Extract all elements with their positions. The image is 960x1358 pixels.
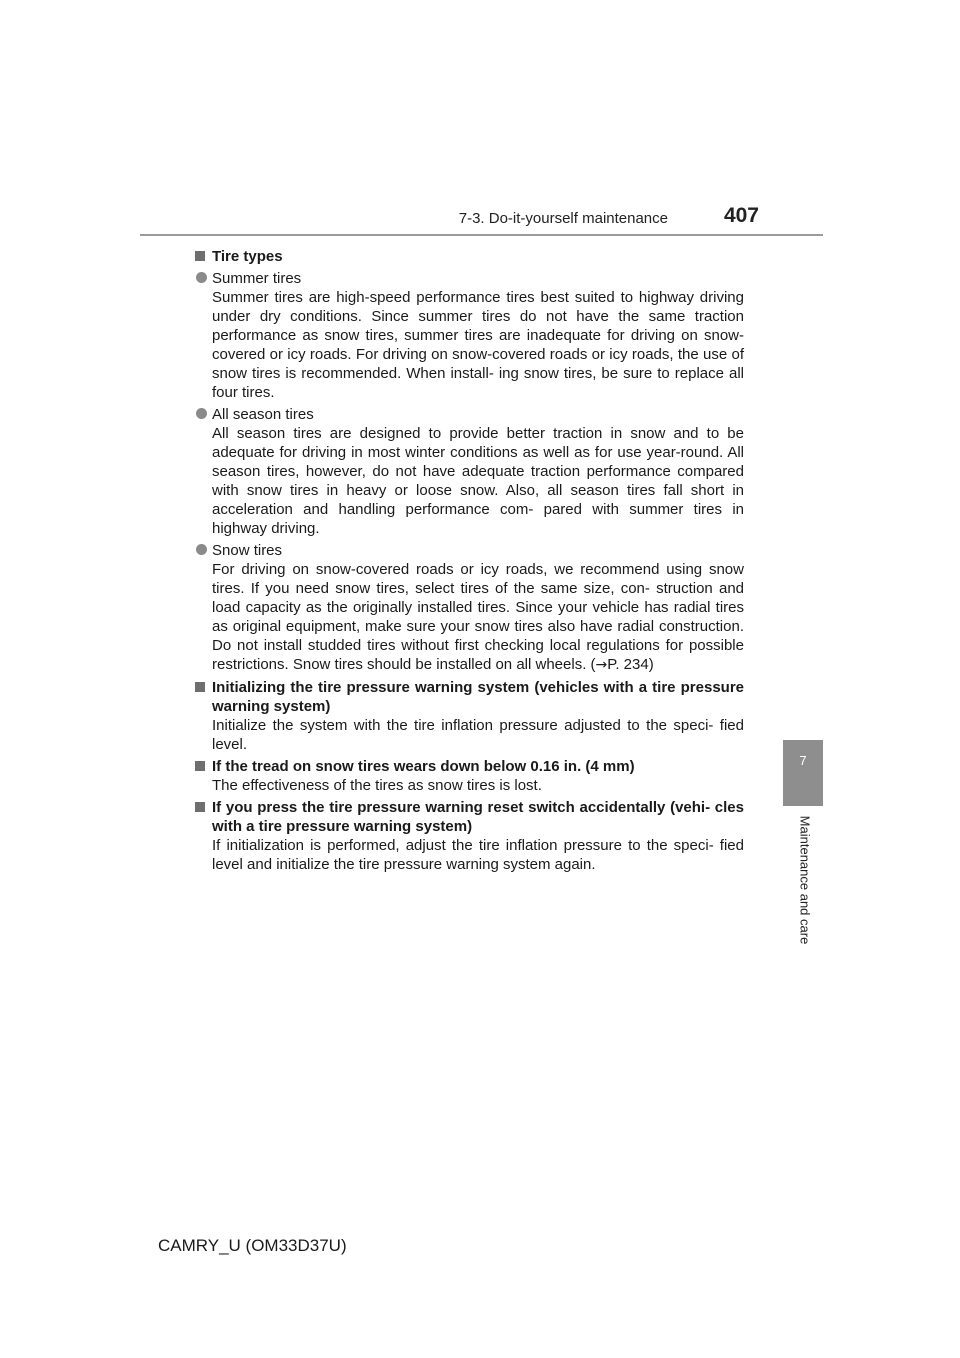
paragraph-reset-switch: If initialization is performed, adjust the tire inflation pressure to the speci- fied level and initialize the tire pressure warning system again. [212, 837, 744, 873]
chapter-number: 7 [799, 753, 807, 768]
square-bullet-icon [195, 682, 205, 692]
page-number: 407 [723, 204, 759, 227]
heading-text: If the tread on snow tires wears down below 0.16 in. (4 mm) [212, 758, 635, 775]
item-title: Snow tires [212, 542, 283, 559]
chapter-label: Maintenance and care [797, 815, 813, 945]
heading-text: If you press the tire pressure warning reset switch accidentally (vehi- cles with a tire pressure warning system) [212, 799, 744, 835]
item-text: Summer tires are high-speed performance tires best suited to highway driving under dry conditions. Since summer tires do not have the same traction performance as snow tires, summer tires are inadequate for driving on snow-covered or icy roads. For driving on snow-covered roads or icy roads, the use of snow tires is recommended. When install- ing snow tires, be sure to replace all four tires. [212, 289, 744, 401]
item-text: All season tires are designed to provide better traction in snow and to be adequate for driving in most winter conditions as well as for use year-round. All season tires, however, do not have adequate traction performance compared with snow tires in heavy or loose snow. Also, all season tires fall short in acceleration and handling performance com- pared with summer tires in highway driving. [212, 425, 744, 537]
page-reference[interactable]: P. 234) [607, 656, 654, 673]
item-text [212, 560, 744, 675]
square-bullet-icon [195, 761, 205, 771]
heading-reset-switch [195, 798, 744, 836]
item-title: Summer tires [212, 270, 302, 287]
square-bullet-icon [195, 251, 205, 261]
heading-tread [195, 757, 744, 776]
section-title: 7-3. Do-it-yourself maintenance [458, 210, 668, 227]
item-title: All season tires [212, 406, 314, 423]
page-header [140, 204, 823, 236]
heading-initializing [195, 678, 744, 716]
list-item-summer-tires [212, 269, 744, 402]
circle-bullet-icon [196, 272, 207, 283]
list-item-snow-tires [212, 541, 744, 675]
paragraph-tread: The effectiveness of the tires as snow tires is lost. [212, 777, 542, 794]
document-code: CAMRY_U (OM33D37U) [158, 1236, 347, 1255]
arrow-icon: → [595, 657, 608, 673]
list-item-all-season-tires [212, 405, 744, 538]
circle-bullet-icon [196, 544, 207, 555]
page-content [212, 244, 744, 877]
circle-bullet-icon [196, 408, 207, 419]
heading-text: Tire types [212, 248, 283, 265]
paragraph-initializing: Initialize the system with the tire inflation pressure adjusted to the speci- fied level. [212, 717, 744, 753]
item-text-main: For driving on snow-covered roads or icy roads, we recommend using snow tires. If you need snow tires, select tires of the same size, con- struction and load capacity as the originally installed tires. Since your vehicle has radial tires as original equipment, make sure your snow tires also have radial construction. Do not install studded tires without first checking local regulations for possible restrictions. Snow tires should be installed on all wheels. ( [212, 561, 744, 673]
square-bullet-icon [195, 802, 205, 812]
chapter-tab [783, 740, 823, 806]
heading-tire-types [195, 247, 744, 266]
heading-text: Initializing the tire pressure warning system (vehicles with a tire pressure warning system) [212, 679, 744, 715]
